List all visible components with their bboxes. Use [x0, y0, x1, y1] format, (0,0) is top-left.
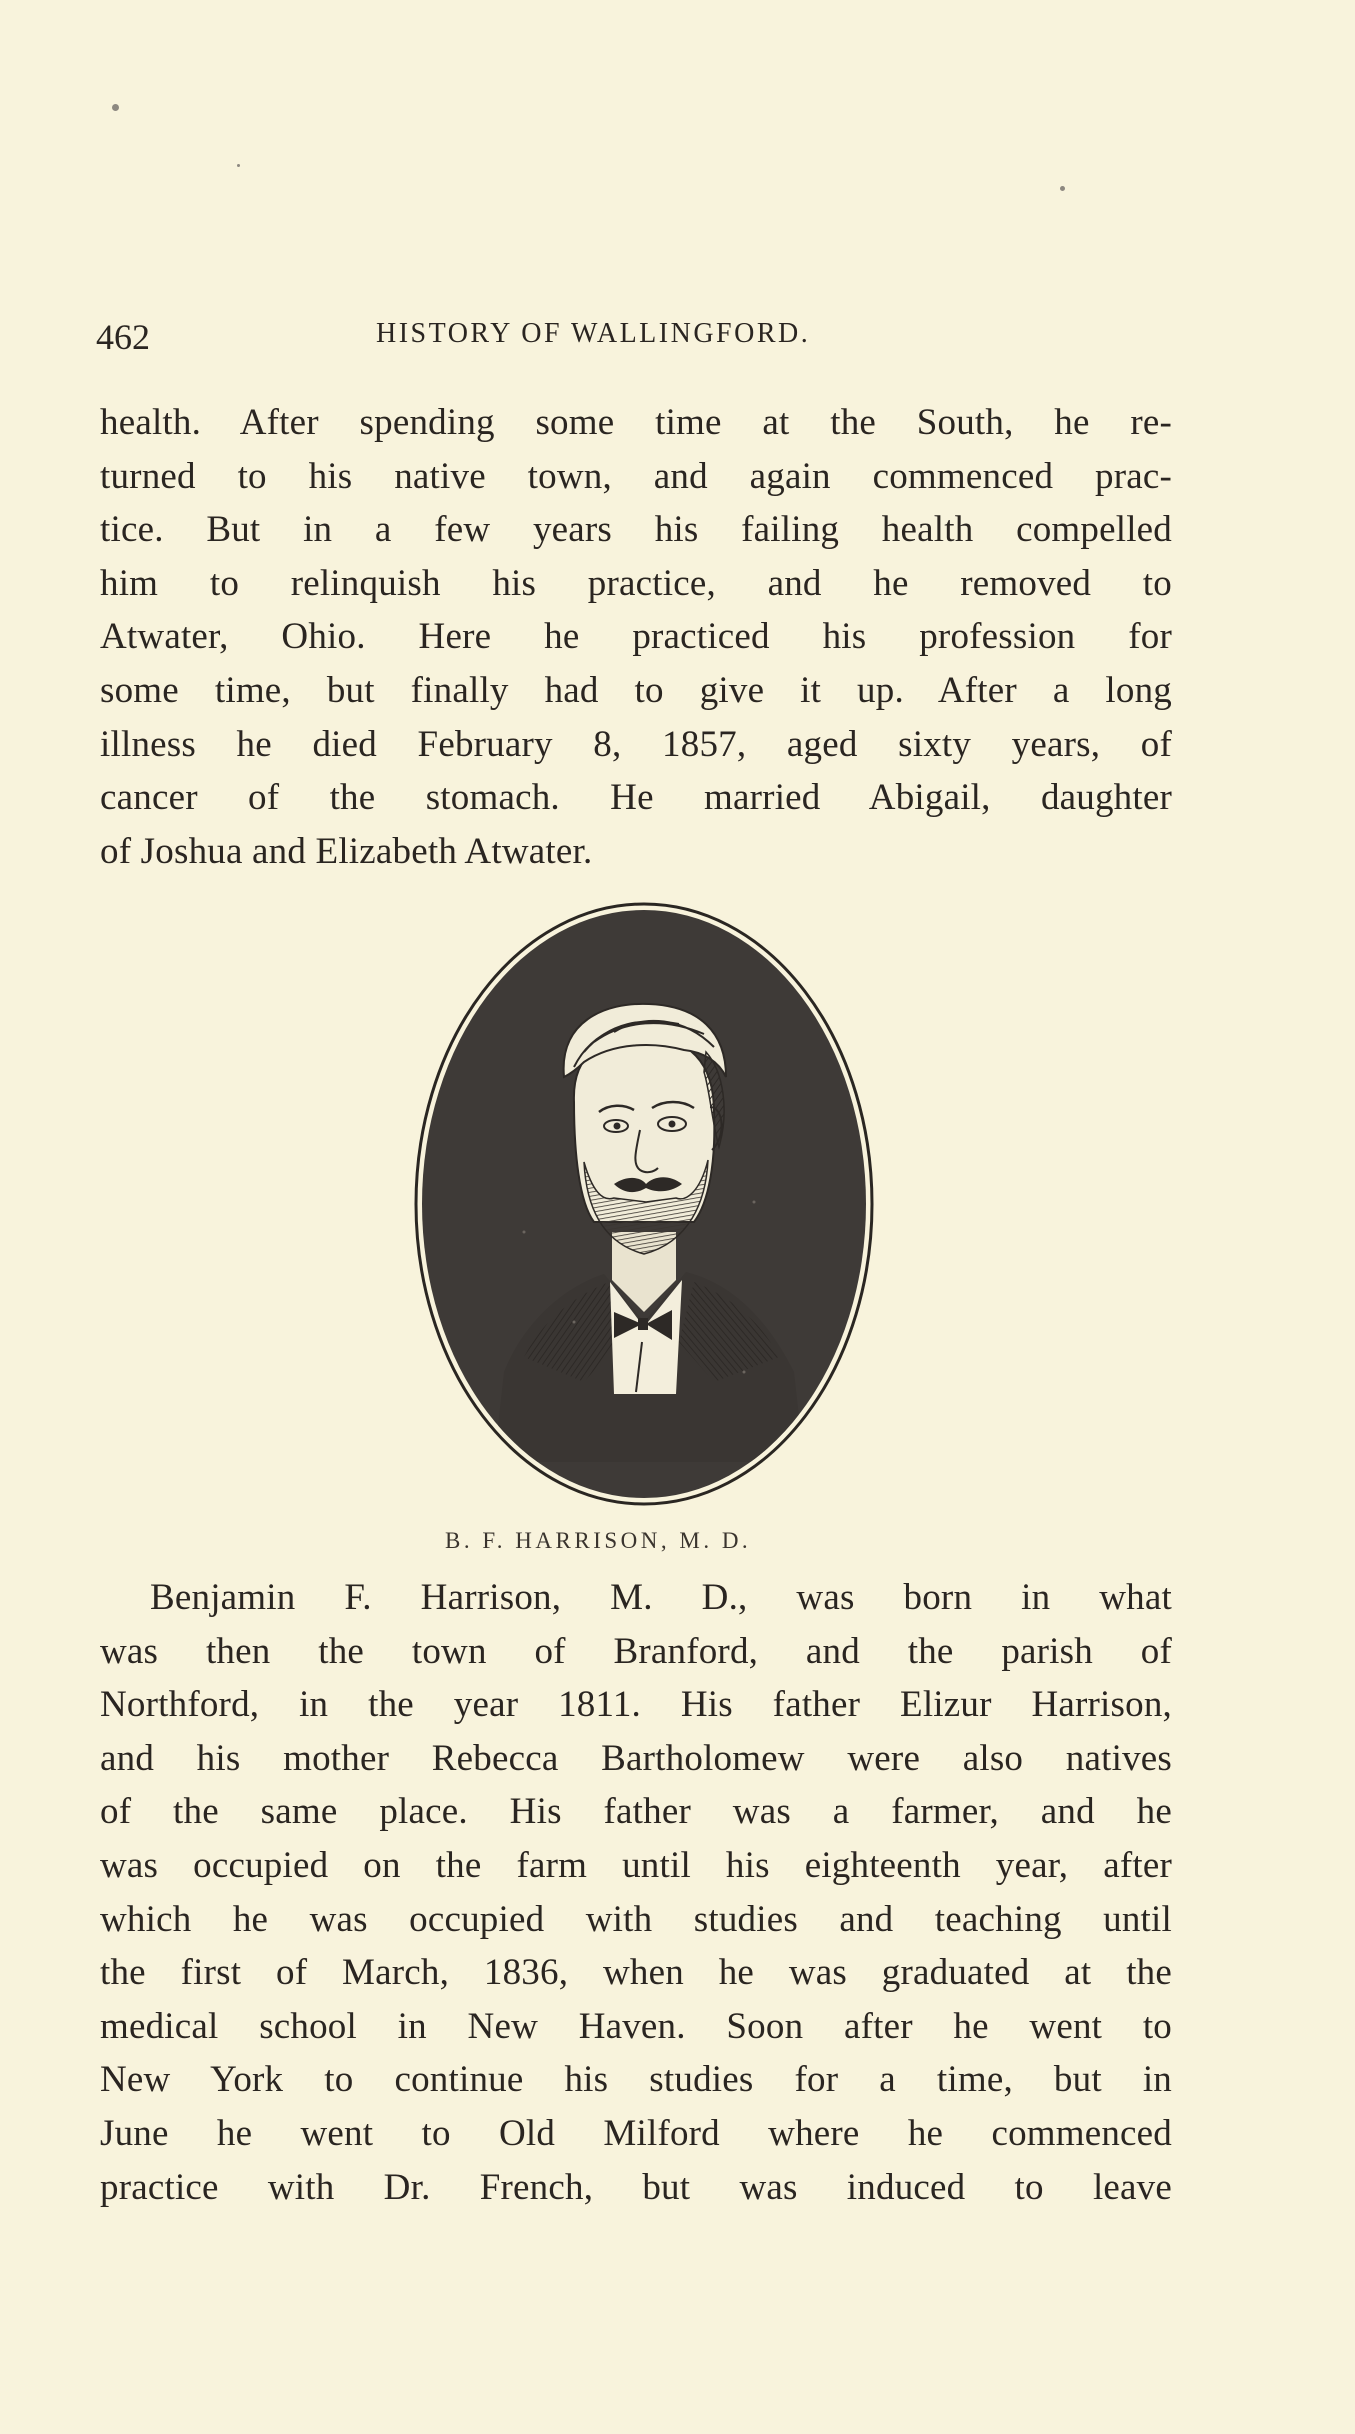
portrait-engraving: [414, 902, 874, 1506]
text-line: and his mother Rebecca Bartholomew were also natives: [100, 1737, 1172, 1779]
text-line: of Joshua and Elizabeth Atwater.: [100, 830, 593, 872]
text-line: Northford, in the year 1811. His father Elizur Harrison,: [100, 1684, 1172, 1726]
text-line: turned to his native town, and again commenced prac-: [100, 455, 1172, 497]
text-line: medical school in New Haven. Soon after he went to: [100, 2005, 1172, 2047]
text-line: Benjamin F. Harrison, M. D., was born in what: [150, 1577, 1172, 1618]
text-line: him to relinquish his practice, and he removed to: [100, 562, 1172, 604]
page-number: 462: [96, 317, 150, 357]
text-line: tice. But in a few years his failing health compelled: [100, 509, 1172, 551]
running-title: HISTORY OF WALLINGFORD.: [376, 318, 811, 349]
running-head: [96, 312, 1186, 362]
paragraph-continuation: [100, 396, 1172, 878]
text-line: Atwater, Ohio. Here he practiced his profession for: [100, 616, 1172, 658]
text-line: cancer of the stomach. He married Abigail, daughter: [100, 777, 1172, 819]
text-line: illness he died February 8, 1857, aged sixty years, of: [100, 723, 1172, 765]
text-line: health. After spending some time at the South, he re-: [100, 402, 1172, 443]
text-line: was then the town of Branford, and the parish of: [100, 1630, 1172, 1672]
text-line: which he was occupied with studies and teaching until: [100, 1898, 1172, 1940]
page-speck: [112, 104, 119, 111]
engraved-portrait-oval-icon: [414, 902, 874, 1506]
text-line: June he went to Old Milford where he commenced: [100, 2112, 1172, 2154]
paragraph-biography: [100, 1571, 1172, 2214]
text-line: was occupied on the farm until his eighteenth year, after: [100, 1844, 1172, 1886]
text-line: of the same place. His father was a farmer, and he: [100, 1791, 1172, 1833]
page-speck: [237, 164, 240, 167]
text-line: New York to continue his studies for a time, but in: [100, 2059, 1172, 2101]
portrait-caption: B. F. HARRISON, M. D.: [445, 1528, 752, 1553]
text-line: the first of March, 1836, when he was graduated at the: [100, 1952, 1172, 1994]
text-line: some time, but finally had to give it up. After a long: [100, 669, 1172, 711]
page-speck: [1060, 186, 1065, 191]
text-line: practice with Dr. French, but was induced to leave: [100, 2166, 1172, 2208]
